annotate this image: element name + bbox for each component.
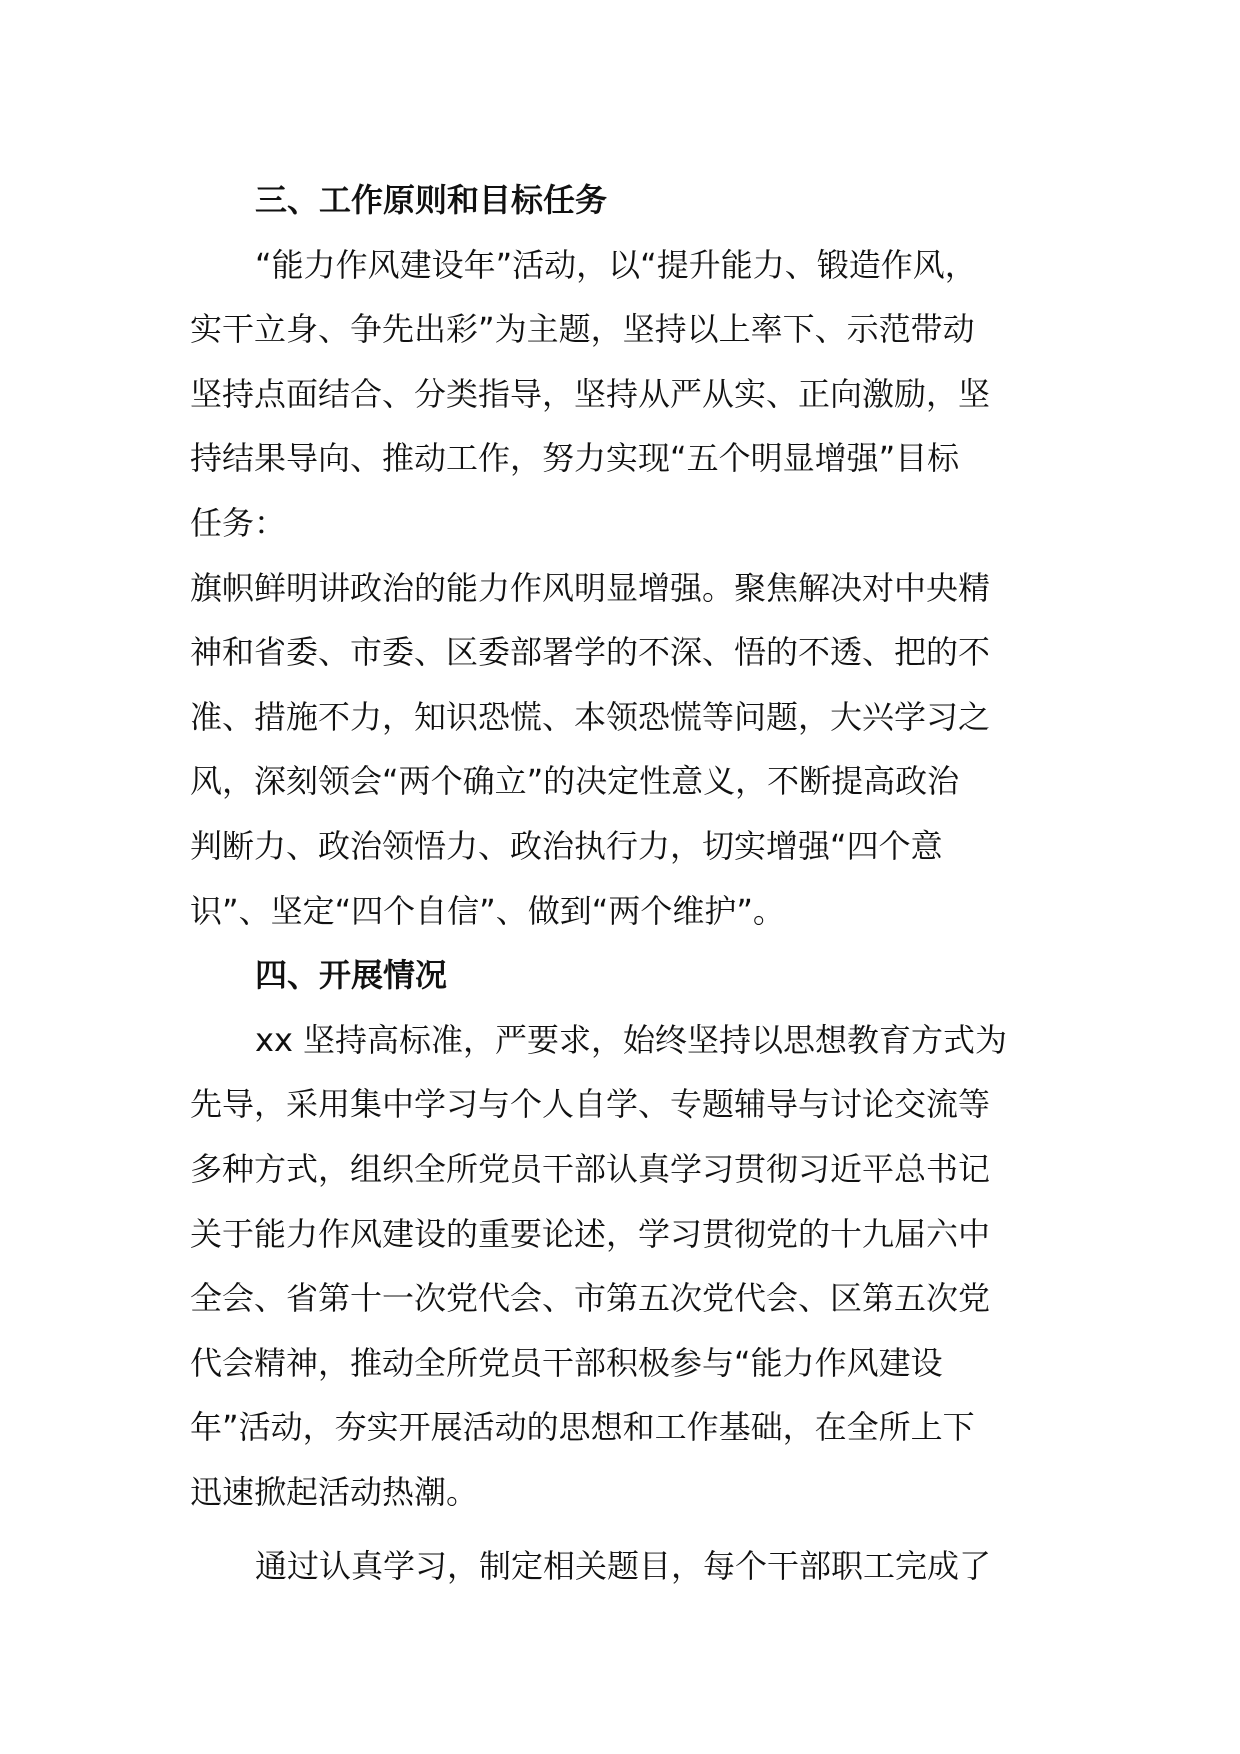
- paragraph-line: 任务：: [190, 503, 287, 542]
- paragraph-line: 准、措施不力，知识恐慌、本领恐慌等问题，大兴学习之: [190, 697, 991, 736]
- paragraph-line: 实干立身、争先出彩”为主题，坚持以上率下、示范带动: [190, 310, 975, 349]
- paragraph-line: 全会、省第十一次党代会、市第五次党代会、区第五次党: [190, 1279, 991, 1318]
- paragraph-line: 旗帜鲜明讲政治的能力作风明显增强。聚焦解决对中央精: [190, 568, 991, 607]
- paragraph-study: [190, 1534, 1060, 1599]
- paragraph-line: 年”活动，夯实开展活动的思想和工作基础，在全所上下: [190, 1408, 975, 1447]
- paragraph-line: 风，深刻领会“两个确立”的决定性意义，不断提高政治: [190, 762, 960, 801]
- paragraph-politics: [190, 556, 1060, 944]
- paragraph-line: 识”、坚定“四个自信”、做到“两个维护”。: [190, 891, 785, 930]
- paragraph-line: 通过认真学习，制定相关题目，每个干部职工完成了: [255, 1547, 992, 1586]
- paragraph-line: 先导，采用集中学习与个人自学、专题辅导与讨论交流等: [190, 1085, 991, 1124]
- section-heading-progress: 四、开展情况: [255, 956, 448, 995]
- paragraph-principles: [190, 233, 1060, 556]
- paragraph-line: 迅速掀起活动热潮。: [190, 1472, 479, 1511]
- document-body: [190, 168, 1060, 1599]
- paragraph-line: 代会精神，推动全所党员干部积极参与“能力作风建设: [190, 1343, 943, 1382]
- paragraph-progress: [190, 1008, 1060, 1525]
- paragraph-line: 神和省委、市委、区委部署学的不深、悟的不透、把的不: [190, 633, 991, 672]
- paragraph-line: “能力作风建设年”活动，以“提升能力、锻造作风，: [255, 245, 977, 284]
- paragraph-line: 关于能力作风建设的重要论述，学习贯彻党的十九届六中: [190, 1214, 991, 1253]
- paragraph-line: 判断力、政治领悟力、政治执行力，切实增强“四个意: [190, 826, 943, 865]
- paragraph-line: xx 坚持高标准，严要求，始终坚持以思想教育方式为: [255, 1020, 1008, 1059]
- paragraph-line: 多种方式，组织全所党员干部认真学习贯彻习近平总书记: [190, 1149, 991, 1188]
- paragraph-line: 持结果导向、推动工作，努力实现“五个明显增强”目标: [190, 439, 960, 478]
- paragraph-line: 坚持点面结合、分类指导，坚持从严从实、正向激励，坚: [190, 374, 991, 413]
- paragraph-spacing: [190, 1524, 1060, 1534]
- section-heading-principles: 三、工作原则和目标任务: [255, 181, 608, 219]
